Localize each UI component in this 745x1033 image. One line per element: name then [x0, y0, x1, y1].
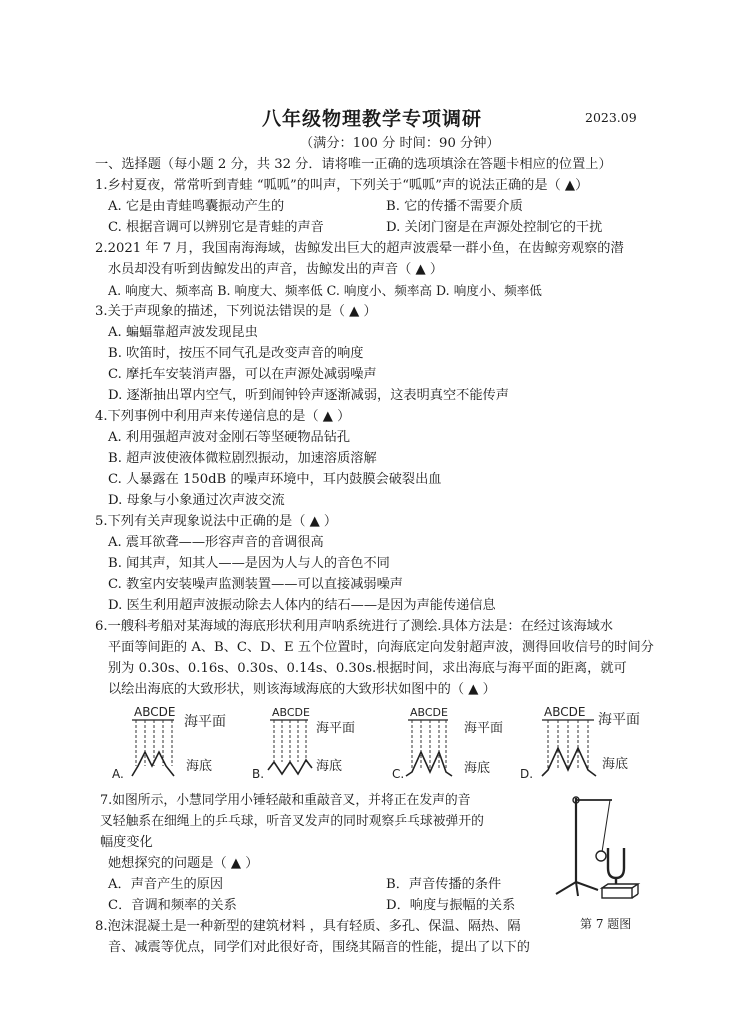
q7-tuning-fork-figure — [548, 790, 658, 910]
q4-stem: 4.下列事例中利用声来传递信息的是（ ▲ ） — [95, 409, 351, 424]
q6-sea-floor-label: 海底 — [316, 759, 343, 774]
q5-option-c: C. 教室内安装噪声监测装置——可以直接减弱噪声 — [108, 577, 403, 592]
q4-option-a: A. 利用强超声波对金刚石等坚硬物品钻孔 — [108, 430, 351, 445]
exam-date: 2023.09 — [585, 110, 637, 125]
q7-option-a: A．声音产生的原因 — [108, 877, 224, 892]
q2-options: A. 响度大、频率高 B. 响度大、频率低 C. 响度小、频率高 D. 响度小、频率低 — [108, 283, 542, 298]
q3-option-b: B. 吹笛时，按压不同气孔是改变声音的响度 — [108, 346, 364, 361]
q7-stem-line2: 叉轻触系在细绳上的乒乓球，听音叉发声的同时观察乒乓球被弹开的 — [100, 814, 484, 829]
q7-stem-line3: 幅度变化 — [100, 835, 153, 850]
q7-stem-line4: 她想探究的问题是（ ▲ ） — [108, 856, 259, 871]
q5-option-b: B. 闻其声，知其人——是因为人与人的音色不同 — [108, 556, 390, 571]
q4-option-c: C. 人暴露在 150dB 的噪声环境中，耳内鼓膜会破裂出血 — [108, 472, 442, 487]
q6-diagram-c — [388, 702, 528, 782]
q1-option-a: A. 它是由青蛙鸣囊振动产生的 — [108, 199, 285, 214]
page-title: 八年级物理教学专项调研 — [262, 108, 483, 130]
q2-stem-line1: 2.2021 年 7 月，我国南海海域，齿鲸发出巨大的超声波震晕一群小鱼，在齿鲸旁观察的潜 — [95, 241, 624, 256]
q6-diagram-letters: ABCDE — [134, 705, 176, 719]
q6-diagram-a — [108, 702, 248, 782]
q6-stem-line2: 平面等间距的 A、B、C、D、E 五个位置时，向海底定向发射超声波，测得回收信号的时间分 — [108, 640, 654, 655]
q6-sea-level-label: 海平面 — [464, 721, 504, 736]
q5-option-d: D. 医生利用超声波振动除去人体内的结石——是因为声能传递信息 — [108, 598, 496, 613]
q7-stem-line1: 7.如图所示，小慧同学用小锤轻敲和重敲音叉，并将正在发声的音 — [100, 793, 471, 808]
q5-option-a: A. 震耳欲聋——形容声音的音调很高 — [108, 535, 324, 550]
q6-sea-level-label: 海平面 — [316, 721, 356, 736]
q6-sea-floor-label: 海底 — [186, 759, 213, 774]
q6-sea-level-label: 海平面 — [184, 714, 226, 730]
q7-option-d: D．响度与振幅的关系 — [386, 898, 516, 913]
q7-option-b: B．声音传播的条件 — [386, 877, 502, 892]
q6-stem-line3: 别为 0.30s、0.16s、0.30s、0.14s、0.30s.根据时间，求出海底与海平面的距离，就可 — [108, 661, 627, 676]
q3-option-d: D. 逐渐抽出罩内空气，听到闹钟铃声逐渐减弱，这表明真空不能传声 — [108, 388, 509, 403]
q6-stem-line1: 6.一艘科考船对某海域的海底形状利用声呐系统进行了测绘.具体方法是：在经过该海域水 — [95, 619, 613, 634]
section-heading: 一、选择题（每小题 2 分，共 32 分．请将唯一正确的选项填涂在答题卡相应的位置上） — [95, 157, 612, 172]
q3-option-a: A. 蝙蝠靠超声波发现昆虫 — [108, 325, 258, 340]
q5-stem: 5.下列有关声现象说法中正确的是（ ▲ ） — [95, 514, 338, 529]
q6-sea-level-label: 海平面 — [598, 712, 640, 728]
q6-option-b-label: B. — [252, 767, 265, 781]
q6-option-c-label: C. — [392, 767, 405, 781]
q6-option-d-label: D. — [520, 767, 534, 781]
q4-option-b: B. 超声波使液体微粒剧烈振动，加速溶质溶解 — [108, 451, 377, 466]
q8-stem-line2: 音、减震等优点，同学们对此很好奇，围绕其隔音的性能，提出了以下的 — [108, 940, 530, 955]
q1-option-d: D. 关闭门窗是在声源处控制它的干扰 — [386, 220, 603, 235]
q6-diagram-b — [248, 702, 388, 782]
q2-stem-line2: 水员却没有听到齿鲸发出的声音，齿鲸发出的声音（ ▲ ） — [108, 262, 444, 277]
exam-subtitle: （满分：100 分 时间：90 分钟） — [300, 136, 500, 151]
q6-diagram-letters: ABCDE — [272, 706, 310, 719]
q6-diagram-d — [518, 702, 668, 782]
q7-figure-caption: 第 7 题图 — [580, 917, 632, 931]
q7-option-c: C．音调和频率的关系 — [108, 898, 237, 913]
q3-stem: 3.关于声现象的描述，下列说法错误的是（ ▲ ） — [95, 304, 377, 319]
q6-diagram-letters: ABCDE — [410, 706, 448, 719]
q6-sea-floor-label: 海底 — [464, 761, 491, 776]
q6-diagram-letters: ABCDE — [544, 705, 586, 719]
q6-sea-floor-label: 海底 — [602, 757, 629, 772]
q1-option-b: B. 它的传播不需要介质 — [386, 199, 523, 214]
q8-stem-line1: 8.泡沫混凝土是一种新型的建筑材料 ，具有轻质、多孔、保温、隔热、隔 — [95, 919, 521, 934]
q6-option-a-label: A. — [112, 767, 124, 781]
q3-option-c: C. 摩托车安装消声器，可以在声源处减弱噪声 — [108, 367, 377, 382]
q4-option-d: D. 母象与小象通过次声波交流 — [108, 493, 285, 508]
q1-option-c: C. 根据音调可以辨别它是青蛙的声音 — [108, 220, 324, 235]
q1-stem: 1.乡村夏夜，常常听到青蛙 “呱呱”的叫声，下列关于“呱呱”声的说法正确的是（ ▲） — [95, 178, 589, 193]
q6-stem-line4: 以绘出海底的大致形状，则该海域海底的大致形状如图中的（ ▲ ） — [108, 682, 496, 697]
